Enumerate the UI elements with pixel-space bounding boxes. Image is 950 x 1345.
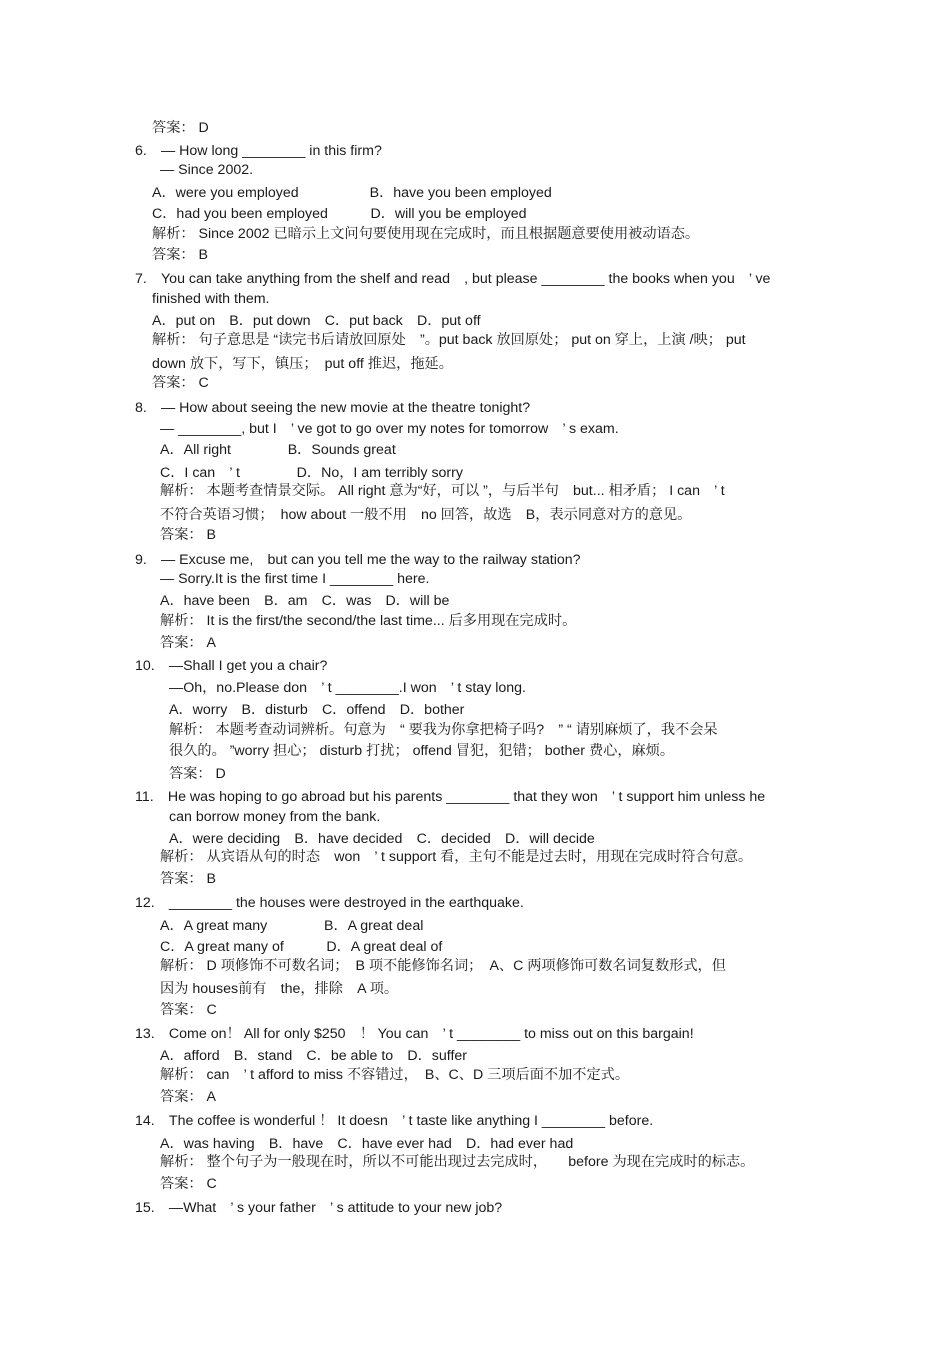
options-line: A．have been B．am C．was D．will be	[160, 593, 450, 609]
explanation-line: 不符合英语习惯； how about 一般不用 no 回答，故选 B，表示同意对方的意见。	[160, 507, 692, 523]
question-10: 10. —Shall I get you a chair?	[135, 658, 328, 674]
options-line: A．were deciding B．have decided C．decided D．will decide	[169, 831, 595, 847]
options-line: A．A great many B．A great deal	[160, 918, 424, 934]
explanation-line: 解析： It is the first/the second/the last time... 后多用现在完成时。	[160, 613, 577, 629]
options-line: A．put on B．put down C．put back D．put off	[152, 313, 481, 329]
explanation-line: 解析： 句子意思是 “读完书后请放回原处 ”。put back 放回原处； put on 穿上，上演 /映； put	[152, 332, 746, 348]
options-line: C．had you been employed D．will you be employed	[152, 206, 527, 222]
answer-line: 答案： A	[160, 1089, 216, 1105]
question-6: 6. — How long ________ in this firm?	[135, 143, 382, 159]
question-14: 14. The coffee is wonderful ！ It doesn ’ t taste like anything I ________ before.	[135, 1113, 654, 1129]
question-continuation: finished with them.	[152, 291, 270, 307]
options-line: A．worry B．disturb C．offend D．bother	[169, 702, 465, 718]
answer-line: 答案： C	[160, 1002, 217, 1018]
question-12: 12. ________ the houses were destroyed in the earthquake.	[135, 895, 524, 911]
options-line: A．were you employed B．have you been employed	[152, 185, 552, 201]
options-line: A．afford B．stand C．be able to D．suffer	[160, 1048, 468, 1064]
answer-line: 答案： B	[160, 871, 216, 887]
answer-line: 答案： D	[152, 120, 209, 136]
explanation-line: 因为 houses前有 the，排除 A 项。	[160, 981, 399, 997]
question-9: 9. — Excuse me, but can you tell me the way to the railway station?	[135, 552, 581, 568]
explanation-line: 解析： Since 2002 已暗示上文问句要使用现在完成时，而且根据题意要使用被动语态。	[152, 226, 700, 242]
question-continuation: can borrow money from the bank.	[169, 809, 381, 825]
options-line: C．I can ’ t D．No，I am terribly sorry	[160, 465, 463, 481]
explanation-line: 解析： 本题考查情景交际。 All right 意为“好，可以 ”，与后半句 but... 相矛盾； I can ’ t	[160, 483, 725, 499]
explanation-line: down 放下，写下，镇压； put off 推迟，拖延。	[152, 356, 453, 372]
explanation-line: 解析： 整个句子为一般现在时，所以不可能出现过去完成时， before 为现在完成时的标志。	[160, 1154, 755, 1170]
options-line: C．A great many of D．A great deal of	[160, 939, 443, 955]
explanation-line: 解析： 本题考查动词辨析。句意为 “ 要我为你拿把椅子吗? ” “ 请别麻烦了，我不会呆	[169, 722, 718, 738]
options-line: A．was having B．have C．have ever had D．had ever had	[160, 1136, 574, 1152]
dialogue-line: — ________, but I ’ ve got to go over my notes for tomorrow ’ s exam.	[160, 421, 619, 437]
dialogue-line: —Oh，no.Please don ’ t ________.I won ’ t stay long.	[169, 680, 526, 696]
answer-line: 答案： B	[160, 527, 216, 543]
answer-line: 答案： D	[169, 766, 226, 782]
question-11: 11. He was hoping to go abroad but his parents ________ that they won ’ t support him unless he	[135, 789, 766, 805]
explanation-line: 解析： D 项修饰不可数名词； B 项不能修饰名词； A、C 两项修饰可数名词复数形式，但	[160, 958, 726, 974]
answer-line: 答案： C	[152, 375, 209, 391]
dialogue-line: — Since 2002.	[160, 162, 254, 178]
explanation-line: 解析： 从宾语从句的时态 won ’ t support 看，主句不能是过去时，用现在完成时符合句意。	[160, 849, 753, 865]
question-15: 15. —What ’ s your father ’ s attitude to your new job?	[135, 1200, 503, 1216]
explanation-line: 很久的。 ”worry 担心； disturb 打扰； offend 冒犯，犯错； bother 费心，麻烦。	[169, 743, 675, 759]
answer-line: 答案： B	[152, 247, 208, 263]
question-13: 13. Come on！ All for only $250 ！ You can ’ t ________ to miss out on this bargain!	[135, 1026, 694, 1042]
dialogue-line: — Sorry.It is the first time I ________ here.	[160, 571, 430, 587]
question-8: 8. — How about seeing the new movie at the theatre tonight?	[135, 400, 531, 416]
question-7: 7. You can take anything from the shelf and read , but please ________ the books when you ’ ve	[135, 271, 771, 287]
answer-line: 答案： A	[160, 635, 216, 651]
options-line: A．All right B．Sounds great	[160, 442, 396, 458]
answer-line: 答案： C	[160, 1176, 217, 1192]
explanation-line: 解析： can ’ t afford to miss 不容错过， B、C、D 三项后面不加不定式。	[160, 1067, 630, 1083]
